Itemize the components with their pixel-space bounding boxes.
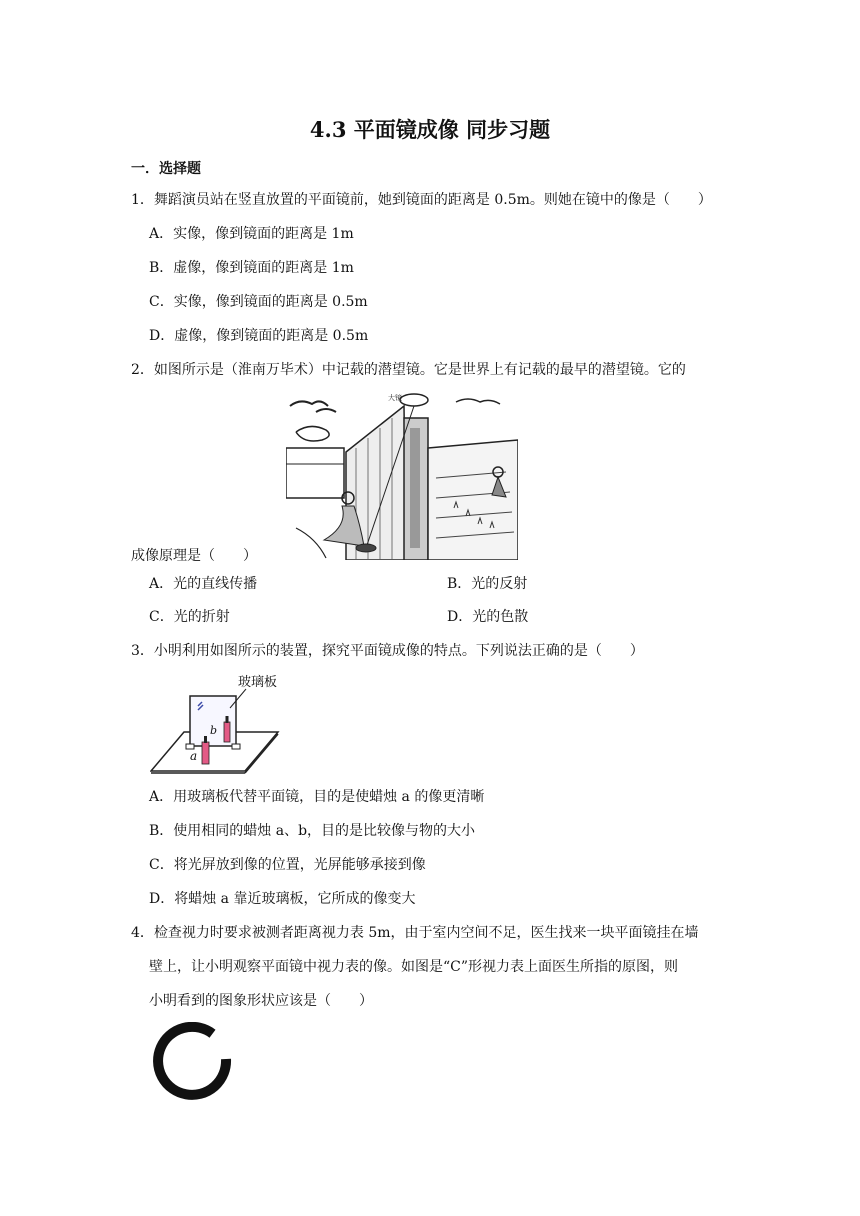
question-3-option-a: A．用玻璃板代替平面镜，目的是使蜡烛 a 的像更清晰 (149, 789, 485, 805)
c-ring-optotype-icon (150, 1022, 236, 1104)
question-1-option-a: A．实像，像到镜面的距离是 1m (149, 226, 354, 242)
question-3-option-c: C．将光屏放到像的位置，光屏能够承接到像 (149, 857, 426, 873)
glass-plate-experiment-figure (150, 672, 280, 776)
question-2-stem: 2．如图所示是（淮南万毕术）中记载的潜望镜。它是世界上有记载的最早的潜望镜。它的 (131, 362, 686, 378)
question-2-option-b: B．光的反射 (447, 576, 528, 592)
question-4-line-3: 小明看到的图象形状应该是（ ） (149, 993, 373, 1009)
page-title: 4.3 平面镜成像 同步习题 (309, 117, 551, 142)
section-heading: 一．选择题 (131, 161, 201, 177)
question-1-stem: 1．舞蹈演员站在竖直放置的平面镜前，她到镜面的距离是 0.5m。则她在镜中的像是（ ） (131, 192, 712, 208)
question-2-option-d: D．光的色散 (447, 609, 529, 625)
question-2-stem-continued: 成像原理是（ ） (131, 548, 257, 564)
question-4-line-2: 壁上，让小明观察平面镜中视力表的像。如图是“C”形视力表上面医生所指的原图，则 (149, 959, 679, 975)
question-1-option-d: D．虚像，像到镜面的距离是 0.5m (149, 328, 369, 344)
question-2-option-a: A．光的直线传播 (149, 576, 258, 592)
question-1-option-b: B．虚像，像到镜面的距离是 1m (149, 260, 354, 276)
periscope-illustration (286, 388, 518, 560)
candle-a-label: a (190, 749, 198, 763)
svg-text:大镜: 大镜 (388, 394, 402, 402)
figure-label-glass-plate: 玻璃板 (238, 675, 278, 690)
question-3-stem: 3．小明利用如图所示的装置，探究平面镜成像的特点。下列说法正确的是（ ） (131, 643, 644, 659)
question-4-line-1: 4．检查视力时要求被测者距离视力表 5m，由于室内空间不足，医生找来一块平面镜挂在墙 (131, 925, 699, 941)
question-3-option-d: D．将蜡烛 a 靠近玻璃板，它所成的像变大 (149, 891, 416, 907)
question-1-option-c: C．实像，像到镜面的距离是 0.5m (149, 294, 368, 310)
question-2-option-c: C．光的折射 (149, 609, 230, 625)
question-3-option-b: B．使用相同的蜡烛 a、b，目的是比较像与物的大小 (149, 823, 476, 839)
candle-b-label: b (210, 724, 218, 737)
